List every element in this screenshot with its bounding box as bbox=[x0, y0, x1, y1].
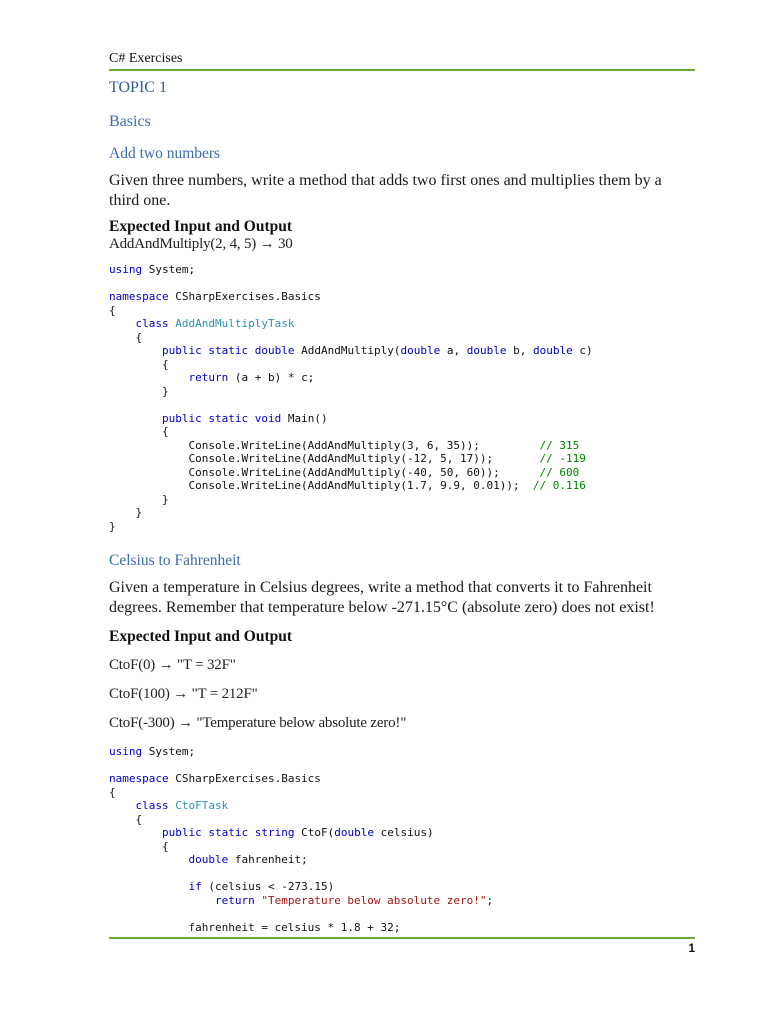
code-line: using System; bbox=[109, 263, 196, 276]
code-line: public static string CtoF(double celsius) bbox=[161, 826, 434, 839]
code-line: } bbox=[109, 506, 143, 519]
example-call: AddAndMultiply(2, 4, 5) → 30 bbox=[109, 236, 293, 252]
code-line: Console.WriteLine(AddAndMultiply(3, 6, 35)); // 315 bbox=[109, 438, 580, 452]
header-rule bbox=[109, 69, 695, 71]
code-line: namespace CSharpExercises.Basics bbox=[109, 290, 321, 303]
page-number: 1 bbox=[688, 941, 695, 955]
code-line: public static void Main() bbox=[161, 411, 328, 425]
code-line: } bbox=[109, 519, 116, 533]
exercise-title: Celsius to Fahrenheit bbox=[109, 552, 241, 569]
running-header: C# Exercises bbox=[109, 51, 183, 66]
code-line: Console.WriteLine(AddAndMultiply(1.7, 9.9, 0.01)); // 0.116 bbox=[109, 479, 586, 492]
code-line: namespace CSharpExercises.Basics bbox=[109, 772, 321, 785]
code-line: Console.WriteLine(AddAndMultiply(-12, 5, 17)); // -119 bbox=[109, 452, 586, 465]
code-line: return "Temperature below absolute zero!"; bbox=[214, 893, 494, 907]
footer-rule bbox=[109, 937, 695, 939]
code-block bbox=[109, 745, 493, 934]
exercise-title: Add two numbers bbox=[109, 145, 221, 162]
code-line: fahrenheit = celsius * 1.8 + 32; bbox=[109, 920, 401, 934]
code-line: return (a + b) * c; bbox=[188, 371, 315, 384]
code-line: } bbox=[109, 384, 169, 398]
example-call: CtoF(-300) → "Temperature below absolute zero!" bbox=[109, 715, 407, 731]
section-heading: Basics bbox=[109, 113, 151, 130]
code-line: public static double AddAndMultiply(double a, double b, double c) bbox=[161, 344, 593, 357]
example-call: CtoF(100) → "T = 212F" bbox=[109, 686, 258, 702]
expected-io-heading: Expected Input and Output bbox=[109, 628, 293, 645]
code-line: { bbox=[109, 357, 169, 371]
code-block bbox=[109, 263, 593, 533]
exercise-description: Given three numbers, write a method that adds two first ones and multiplies them by a third one. bbox=[109, 172, 662, 209]
code-line: { bbox=[109, 812, 143, 826]
code-line: { bbox=[109, 425, 169, 438]
document-page bbox=[109, 0, 695, 1024]
code-line: Console.WriteLine(AddAndMultiply(-40, 50, 60)); // 600 bbox=[109, 465, 580, 479]
code-line: { bbox=[109, 330, 143, 344]
code-line: { bbox=[109, 303, 116, 317]
code-line: if (celsius < -273.15) bbox=[188, 880, 335, 893]
topic-heading: TOPIC 1 bbox=[109, 79, 167, 96]
code-line: class CtoFTask bbox=[135, 799, 229, 812]
code-line: { bbox=[109, 785, 116, 799]
code-line: class AddAndMultiplyTask bbox=[135, 317, 295, 330]
code-line: using System; bbox=[109, 745, 196, 758]
expected-io-heading: Expected Input and Output bbox=[109, 218, 293, 235]
exercise-description: Given a temperature in Celsius degrees, write a method that converts it to Fahrenheit degrees. Remember that temperature below -271.15°C (absolute zero) does not exist! bbox=[109, 579, 655, 616]
code-line: double fahrenheit; bbox=[188, 853, 308, 866]
code-line: } bbox=[109, 492, 169, 506]
code-line: { bbox=[109, 839, 169, 853]
example-call: CtoF(0) → "T = 32F" bbox=[109, 657, 236, 673]
